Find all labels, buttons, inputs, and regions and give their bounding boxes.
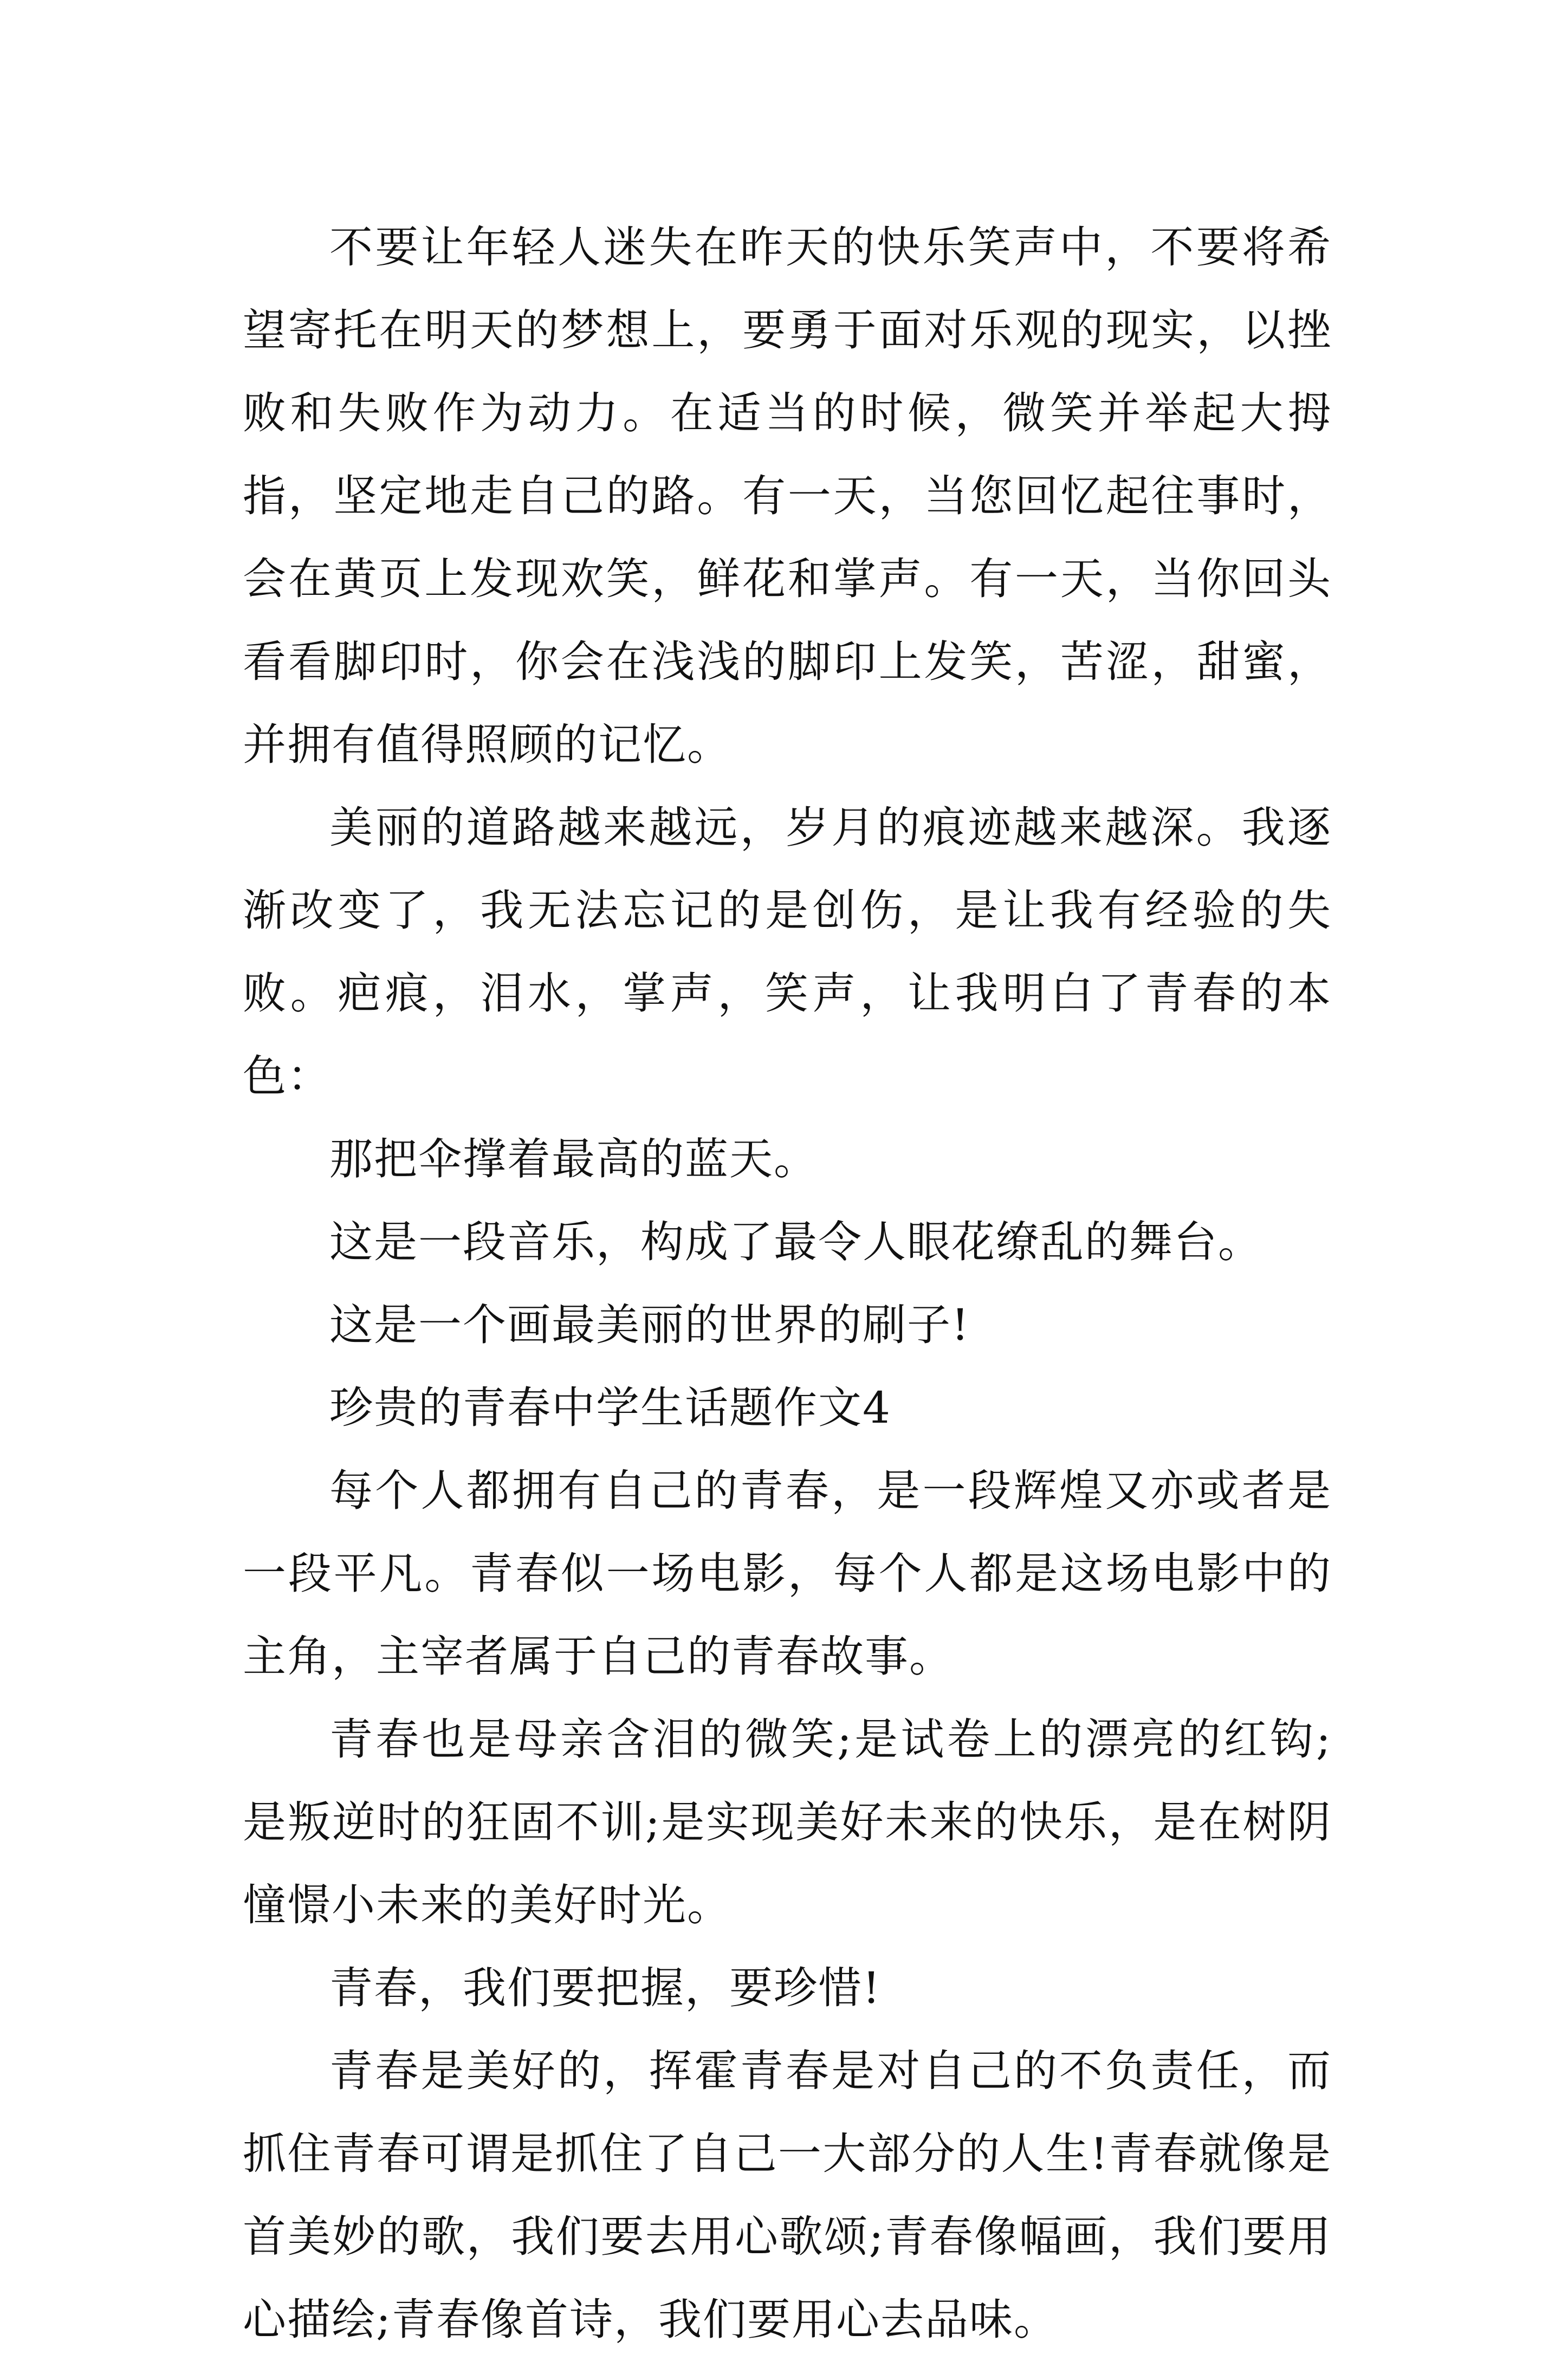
body-text [243, 206, 1332, 2361]
paragraph-5: 这是一个画最美丽的世界的刷子! [329, 1300, 970, 1350]
paragraph-9: 青春，我们要把握，要珍惜! [329, 1963, 882, 2013]
paragraph-10: 青春是美好的，挥霍青春是对自己的不负责任，而抓住青春可谓是抓住了自己一大部分的人生!青春就像是首美妙的歌，我们要去用心歌颂;青春像幅画，我们要用心描绘;青春像首诗，我们要用心去品味。 [243, 2046, 1332, 2345]
paragraph-1: 不要让年轻人迷失在昨天的快乐笑声中，不要将希望寄托在明天的梦想上，要勇于面对乐观的现实，以挫败和失败作为动力。在适当的时候，微笑并举起大拇指，坚定地走自己的路。有一天，当您回忆起往事时，会在黄页上发现欢笑，鲜花和掌声。有一天，当你回头看看脚印时，你会在浅浅的脚印上发笑，苦涩，甜蜜，并拥有值得照顾的记忆。 [243, 222, 1332, 770]
section-heading: 珍贵的青春中学生话题作文4 [329, 1383, 891, 1433]
paragraph-4: 这是一段音乐，构成了最令人眼花缭乱的舞台。 [329, 1217, 1262, 1267]
paragraph-8: 青春也是母亲含泪的微笑;是试卷上的漂亮的红钩;是叛逆时的狂固不训;是实现美好未来的快乐，是在树阴憧憬小未来的美好时光。 [243, 1714, 1332, 1930]
paragraph-7: 每个人都拥有自己的青春，是一段辉煌又亦或者是一段平凡。青春似一场电影，每个人都是这场电影中的主角，主宰者属于自己的青春故事。 [243, 1465, 1332, 1682]
paragraph-3: 那把伞撑着最高的蓝天。 [329, 1134, 818, 1184]
paragraph-2: 美丽的道路越来越远，岁月的痕迹越来越深。我逐渐改变了，我无法忘记的是创伤，是让我有经验的失败。疤痕，泪水，掌声，笑声，让我明白了青春的本色： [243, 802, 1332, 1101]
